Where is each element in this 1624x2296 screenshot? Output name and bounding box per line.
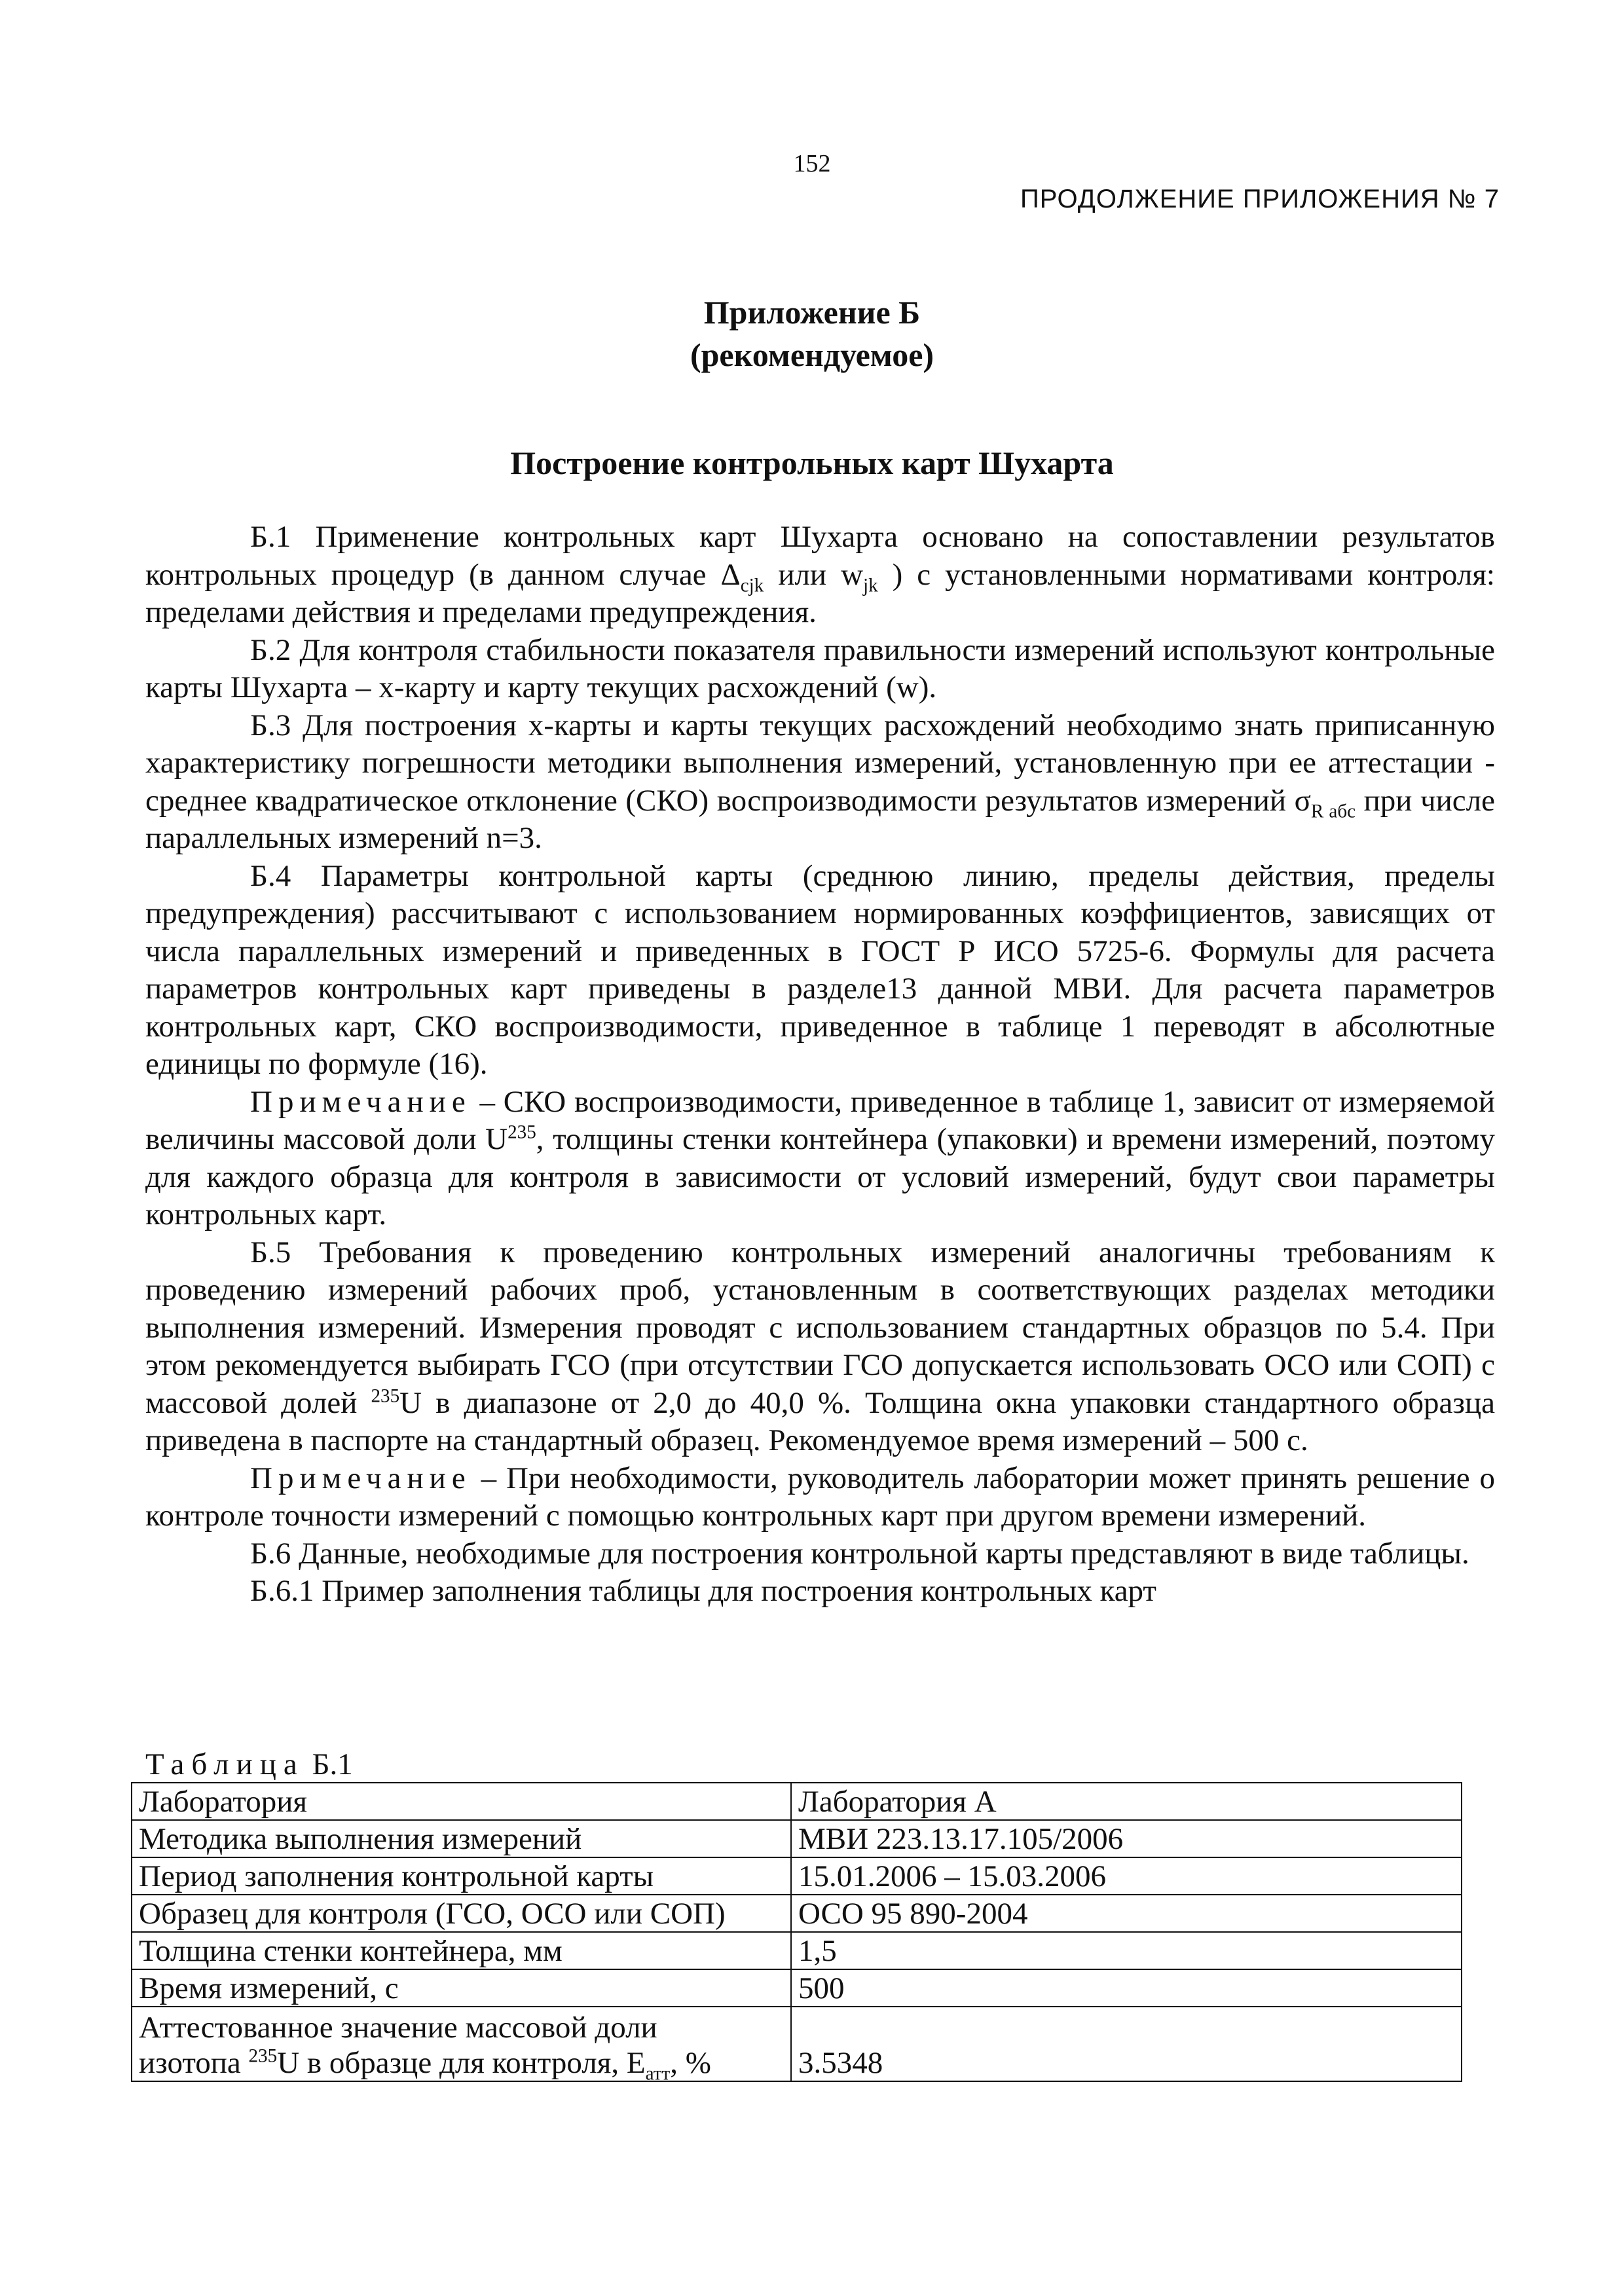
table-cell-label: Образец для контроля (ГСО, ОСО или СОП) bbox=[132, 1895, 791, 1932]
paragraph-b1: Б.1 Применение контрольных карт Шухарта основано на сопоставлении результатов контрольных процедур (в данном случае $\Delta_{cjk}$ или $w_{jk}$ ) с установленными нормативами контроля: пределами действия и пределами предупреждения. bbox=[145, 520, 1495, 629]
paragraph-b3: Б.3 Для построения х-карты и карты текущих расхождений необходимо знать приписанную характеристику погрешности методики выполнения измерений, установленную при ее аттестации - среднее квадратическое отклонение (СКО) воспроизводимости результатов измерений $\sigma_{R абс}$ при числе параллельных измерений n=3. bbox=[145, 708, 1495, 855]
table-row bbox=[132, 1895, 1462, 1932]
table-cell-value: 500 bbox=[791, 1969, 1462, 2007]
table-cell-label: Время измерений, с bbox=[132, 1969, 791, 2007]
table-row bbox=[132, 1783, 1462, 1820]
table-row bbox=[132, 1820, 1462, 1857]
table-cell-label: Период заполнения контрольной карты bbox=[132, 1857, 791, 1895]
table-cell-label: Лаборатория bbox=[132, 1783, 791, 1820]
table-cell-value: ОСО 95 890-2004 bbox=[791, 1895, 1462, 1932]
page-number: 152 bbox=[793, 150, 831, 177]
table-cell-label: Методика выполнения измерений bbox=[132, 1820, 791, 1857]
section-title: Построение контрольных карт Шухарта bbox=[510, 445, 1114, 481]
table-row bbox=[132, 1969, 1462, 2007]
appendix-subtitle: (рекомендуемое) bbox=[690, 337, 934, 373]
table-cell-value: 15.01.2006 – 15.03.2006 bbox=[791, 1857, 1462, 1895]
table-row bbox=[132, 1857, 1462, 1895]
table-caption: Таблица Б.1 bbox=[145, 1747, 353, 1781]
table-cell-value: 3.5348 bbox=[791, 2007, 1462, 2081]
running-header: ПРОДОЛЖЕНИЕ ПРИЛОЖЕНИЯ № 7 bbox=[1020, 185, 1500, 213]
paragraph-b6: Б.6 Данные, необходимые для построения контрольной карты представляют в виде таблицы. bbox=[250, 1536, 1469, 1571]
table-cell-value: МВИ 223.13.17.105/2006 bbox=[791, 1820, 1462, 1857]
table-cell-label: Толщина стенки контейнера, мм bbox=[132, 1932, 791, 1969]
paragraph-b5: Б.5 Требования к проведению контрольных измерений аналогичны требованиям к проведению измерений рабочих проб, установленным в соответствующих разделах методики выполнения измерений. Измерения проводят с использованием стандартных образцов по 5.4. При этом рекомендуется выбирать ГСО (при отсутствии ГСО допускается использовать ОСО или СОП) с массовой долей $^{235}$U в диапазоне от 2,0 до 40,0 %. Толщина окна упаковки стандартного образца приведена в паспорте на стандартный образец. Рекомендуемое время измерений – 500 с. bbox=[145, 1235, 1495, 1457]
note-label: Примечание bbox=[250, 1461, 471, 1495]
paragraph-b4: Б.4 Параметры контрольной карты (среднюю линию, пределы действия, пределы предупреждения) рассчитывают с использованием нормированных коэффициентов, зависящих от числа параллельных измерений и приведенных в ГОСТ Р ИСО 5725-6. Формулы для расчета параметров контрольных карт приведены в разделе13 данной МВИ. Для расчета параметров контрольных карт, СКО воспроизводимости, приведенное в таблице 1 переводят в абсолютные единицы по формуле (16). bbox=[145, 858, 1495, 1081]
paragraph-b2: Б.2 Для контроля стабильности показателя правильности измерений используют контрольные карты Шухарта – х-карту и карту текущих расхождений (w). bbox=[145, 632, 1495, 704]
table-cell-value: 1,5 bbox=[791, 1932, 1462, 1969]
note-label: Примечание bbox=[250, 1084, 471, 1119]
paragraph-b61: Б.6.1 Пример заполнения таблицы для построения контрольных карт bbox=[250, 1574, 1156, 1608]
note-1: Примечание – СКО воспроизводимости, приведенное в таблице 1, зависит от измеряемой величины массовой доли $U^{235}$, толщины стенки контейнера (упаковки) и времени измерений, поэтому для каждого образца для контроля в зависимости от условий измерений, будут свои параметры контрольных карт. bbox=[145, 1084, 1495, 1231]
document-body bbox=[145, 519, 1495, 1611]
table-row bbox=[132, 2007, 1462, 2081]
table-cell-label: Аттестованное значение массовой доли изотопа $^{235}$U в образце для контроля, $Е_{атт}$, % bbox=[132, 2007, 791, 2081]
data-table bbox=[131, 1782, 1462, 2085]
table-cell-value: Лаборатория А bbox=[791, 1783, 1462, 1820]
note-2: Примечание – При необходимости, руководитель лаборатории может принять решение о контроле точности измерений с помощью контрольных карт при другом времени измерений. bbox=[145, 1461, 1495, 1533]
table-row bbox=[132, 1932, 1462, 1969]
appendix-title: Приложение Б bbox=[703, 294, 921, 331]
